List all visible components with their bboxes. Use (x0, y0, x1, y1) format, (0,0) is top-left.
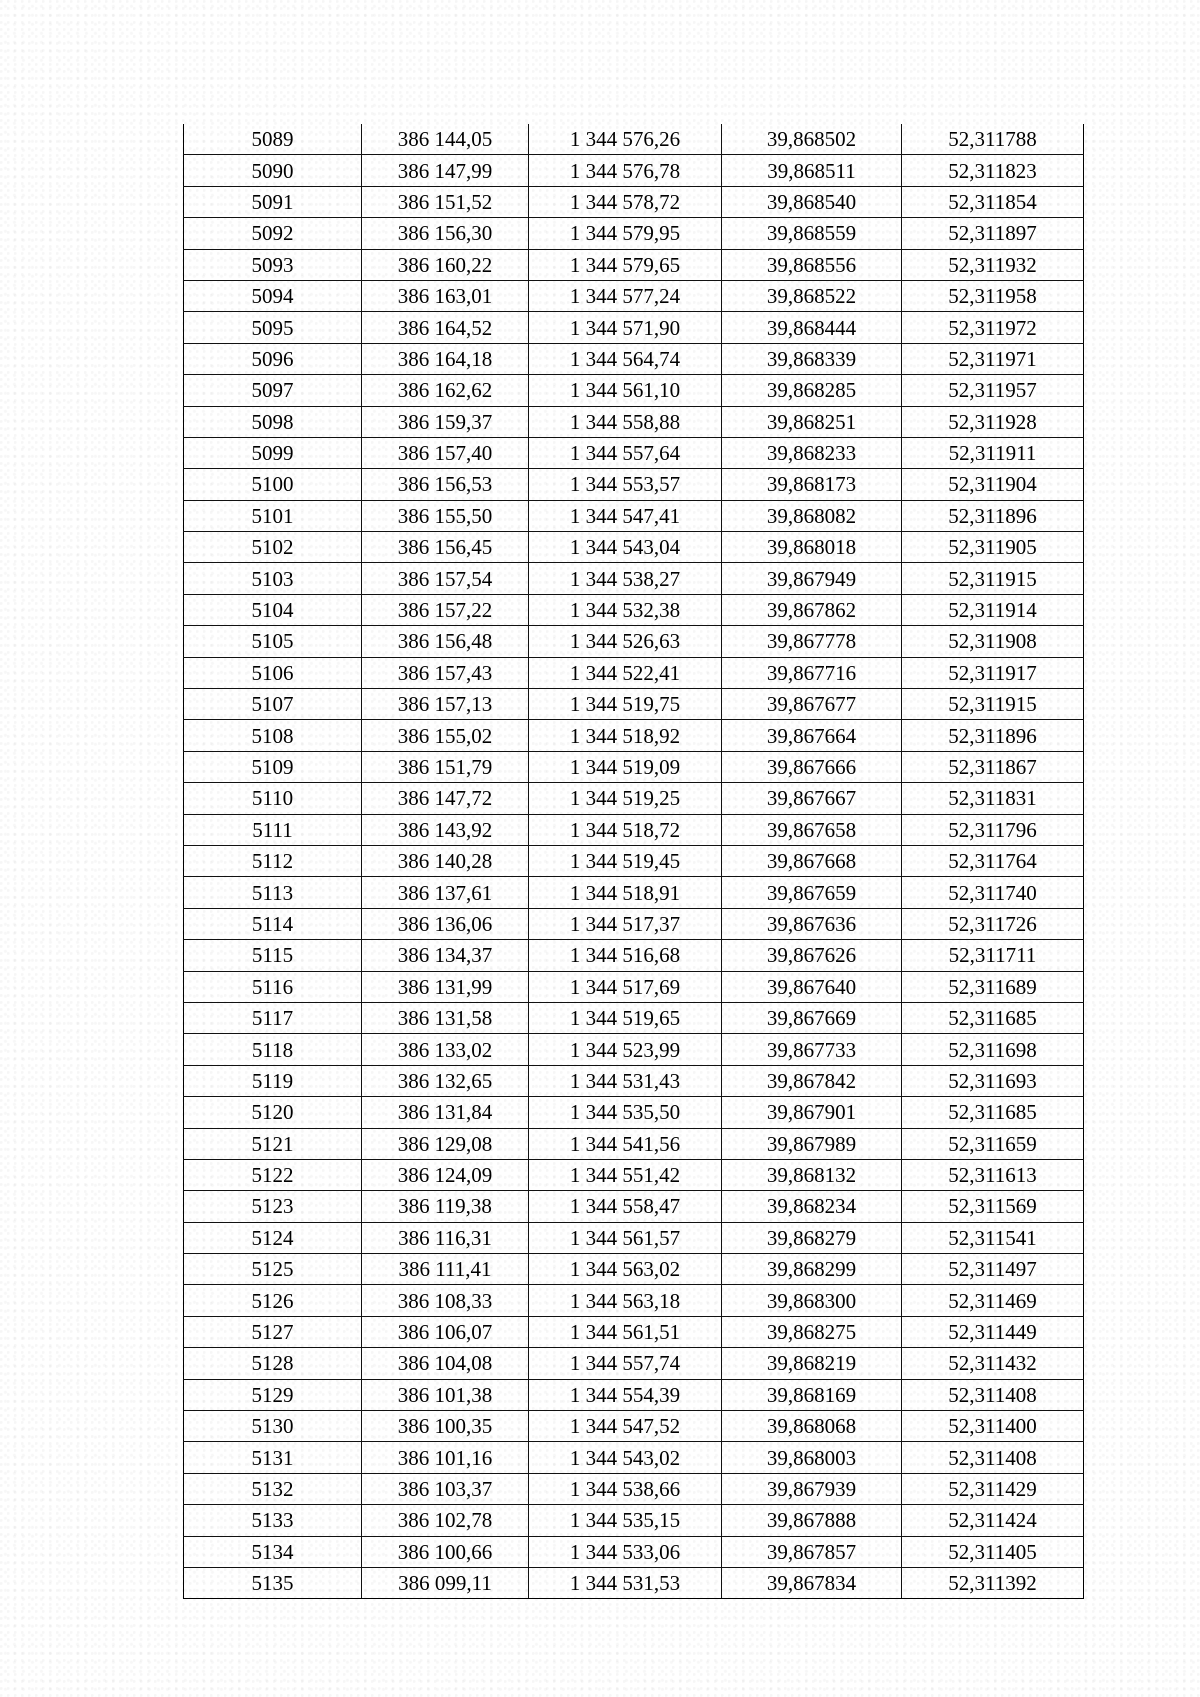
y-coordinate-cell: 1 344 519,65 (529, 1002, 722, 1033)
latitude-cell: 39,868132 (722, 1159, 902, 1190)
y-coordinate-cell: 1 344 531,53 (529, 1567, 722, 1598)
point-number-cell: 5103 (184, 563, 362, 594)
longitude-cell: 52,311541 (902, 1222, 1084, 1253)
latitude-cell: 39,868068 (722, 1411, 902, 1442)
longitude-cell: 52,311408 (902, 1442, 1084, 1473)
table-row (184, 343, 1084, 374)
latitude-cell: 39,867669 (722, 1002, 902, 1033)
point-number-cell: 5093 (184, 249, 362, 280)
latitude-cell: 39,867667 (722, 783, 902, 814)
y-coordinate-cell: 1 344 516,68 (529, 940, 722, 971)
point-number-cell: 5097 (184, 375, 362, 406)
table-row (184, 312, 1084, 343)
x-coordinate-cell: 386 164,18 (362, 343, 529, 374)
longitude-cell: 52,311897 (902, 218, 1084, 249)
longitude-cell: 52,311796 (902, 814, 1084, 845)
point-number-cell: 5092 (184, 218, 362, 249)
point-number-cell: 5130 (184, 1411, 362, 1442)
x-coordinate-cell: 386 163,01 (362, 280, 529, 311)
point-number-cell: 5120 (184, 1097, 362, 1128)
latitude-cell: 39,868234 (722, 1191, 902, 1222)
latitude-cell: 39,868540 (722, 186, 902, 217)
table-row (184, 469, 1084, 500)
longitude-cell: 52,311569 (902, 1191, 1084, 1222)
point-number-cell: 5101 (184, 500, 362, 531)
longitude-cell: 52,311914 (902, 594, 1084, 625)
x-coordinate-cell: 386 144,05 (362, 124, 529, 155)
latitude-cell: 39,868082 (722, 500, 902, 531)
longitude-cell: 52,311867 (902, 751, 1084, 782)
latitude-cell: 39,868279 (722, 1222, 902, 1253)
longitude-cell: 52,311823 (902, 155, 1084, 186)
y-coordinate-cell: 1 344 522,41 (529, 657, 722, 688)
point-number-cell: 5090 (184, 155, 362, 186)
point-number-cell: 5134 (184, 1536, 362, 1567)
y-coordinate-cell: 1 344 564,74 (529, 343, 722, 374)
table-row (184, 1379, 1084, 1410)
x-coordinate-cell: 386 131,84 (362, 1097, 529, 1128)
point-number-cell: 5123 (184, 1191, 362, 1222)
y-coordinate-cell: 1 344 554,39 (529, 1379, 722, 1410)
latitude-cell: 39,868169 (722, 1379, 902, 1410)
table-row (184, 155, 1084, 186)
longitude-cell: 52,311469 (902, 1285, 1084, 1316)
table-row (184, 1285, 1084, 1316)
y-coordinate-cell: 1 344 535,15 (529, 1505, 722, 1536)
point-number-cell: 5095 (184, 312, 362, 343)
latitude-cell: 39,868275 (722, 1316, 902, 1347)
table-row (184, 689, 1084, 720)
x-coordinate-cell: 386 156,48 (362, 626, 529, 657)
x-coordinate-cell: 386 157,54 (362, 563, 529, 594)
latitude-cell: 39,868018 (722, 532, 902, 563)
longitude-cell: 52,311449 (902, 1316, 1084, 1347)
point-number-cell: 5098 (184, 406, 362, 437)
y-coordinate-cell: 1 344 519,45 (529, 845, 722, 876)
x-coordinate-cell: 386 157,40 (362, 437, 529, 468)
longitude-cell: 52,311613 (902, 1159, 1084, 1190)
table-row (184, 720, 1084, 751)
y-coordinate-cell: 1 344 519,25 (529, 783, 722, 814)
table-row (184, 1128, 1084, 1159)
table-row (184, 1473, 1084, 1504)
y-coordinate-cell: 1 344 563,18 (529, 1285, 722, 1316)
longitude-cell: 52,311915 (902, 563, 1084, 594)
y-coordinate-cell: 1 344 519,09 (529, 751, 722, 782)
x-coordinate-cell: 386 155,50 (362, 500, 529, 531)
point-number-cell: 5106 (184, 657, 362, 688)
x-coordinate-cell: 386 100,35 (362, 1411, 529, 1442)
x-coordinate-cell: 386 156,53 (362, 469, 529, 500)
y-coordinate-cell: 1 344 576,78 (529, 155, 722, 186)
point-number-cell: 5128 (184, 1348, 362, 1379)
longitude-cell: 52,311928 (902, 406, 1084, 437)
table-row (184, 186, 1084, 217)
longitude-cell: 52,311764 (902, 845, 1084, 876)
y-coordinate-cell: 1 344 558,88 (529, 406, 722, 437)
table-row (184, 1442, 1084, 1473)
table-row (184, 877, 1084, 908)
point-number-cell: 5122 (184, 1159, 362, 1190)
point-number-cell: 5118 (184, 1034, 362, 1065)
latitude-cell: 39,867778 (722, 626, 902, 657)
x-coordinate-cell: 386 156,45 (362, 532, 529, 563)
latitude-cell: 39,868300 (722, 1285, 902, 1316)
longitude-cell: 52,311896 (902, 720, 1084, 751)
point-number-cell: 5116 (184, 971, 362, 1002)
table-row (184, 783, 1084, 814)
latitude-cell: 39,868173 (722, 469, 902, 500)
latitude-cell: 39,868251 (722, 406, 902, 437)
y-coordinate-cell: 1 344 538,27 (529, 563, 722, 594)
latitude-cell: 39,867716 (722, 657, 902, 688)
y-coordinate-cell: 1 344 579,95 (529, 218, 722, 249)
longitude-cell: 52,311831 (902, 783, 1084, 814)
point-number-cell: 5126 (184, 1285, 362, 1316)
x-coordinate-cell: 386 129,08 (362, 1128, 529, 1159)
point-number-cell: 5109 (184, 751, 362, 782)
table-row (184, 814, 1084, 845)
table-row (184, 563, 1084, 594)
point-number-cell: 5089 (184, 124, 362, 155)
table-row (184, 626, 1084, 657)
table-row (184, 280, 1084, 311)
table-row (184, 594, 1084, 625)
latitude-cell: 39,867677 (722, 689, 902, 720)
coordinates-table-body (184, 124, 1084, 1599)
latitude-cell: 39,867857 (722, 1536, 902, 1567)
longitude-cell: 52,311405 (902, 1536, 1084, 1567)
latitude-cell: 39,868556 (722, 249, 902, 280)
x-coordinate-cell: 386 111,41 (362, 1254, 529, 1285)
x-coordinate-cell: 386 156,30 (362, 218, 529, 249)
y-coordinate-cell: 1 344 538,66 (529, 1473, 722, 1504)
y-coordinate-cell: 1 344 541,56 (529, 1128, 722, 1159)
longitude-cell: 52,311917 (902, 657, 1084, 688)
longitude-cell: 52,311740 (902, 877, 1084, 908)
y-coordinate-cell: 1 344 557,64 (529, 437, 722, 468)
latitude-cell: 39,867949 (722, 563, 902, 594)
y-coordinate-cell: 1 344 577,24 (529, 280, 722, 311)
x-coordinate-cell: 386 143,92 (362, 814, 529, 845)
x-coordinate-cell: 386 103,37 (362, 1473, 529, 1504)
y-coordinate-cell: 1 344 526,63 (529, 626, 722, 657)
longitude-cell: 52,311932 (902, 249, 1084, 280)
latitude-cell: 39,867636 (722, 908, 902, 939)
latitude-cell: 39,868339 (722, 343, 902, 374)
latitude-cell: 39,867659 (722, 877, 902, 908)
latitude-cell: 39,867939 (722, 1473, 902, 1504)
point-number-cell: 5124 (184, 1222, 362, 1253)
latitude-cell: 39,867733 (722, 1034, 902, 1065)
point-number-cell: 5133 (184, 1505, 362, 1536)
latitude-cell: 39,868233 (722, 437, 902, 468)
latitude-cell: 39,868285 (722, 375, 902, 406)
x-coordinate-cell: 386 101,16 (362, 1442, 529, 1473)
table-row (184, 532, 1084, 563)
table-row (184, 845, 1084, 876)
table-row (184, 406, 1084, 437)
y-coordinate-cell: 1 344 543,04 (529, 532, 722, 563)
table-row (184, 1034, 1084, 1065)
latitude-cell: 39,867658 (722, 814, 902, 845)
latitude-cell: 39,868444 (722, 312, 902, 343)
x-coordinate-cell: 386 133,02 (362, 1034, 529, 1065)
latitude-cell: 39,867888 (722, 1505, 902, 1536)
y-coordinate-cell: 1 344 518,91 (529, 877, 722, 908)
point-number-cell: 5091 (184, 186, 362, 217)
longitude-cell: 52,311972 (902, 312, 1084, 343)
table-row (184, 1505, 1084, 1536)
latitude-cell: 39,867901 (722, 1097, 902, 1128)
table-row (184, 124, 1084, 155)
table-row (184, 657, 1084, 688)
longitude-cell: 52,311497 (902, 1254, 1084, 1285)
longitude-cell: 52,311958 (902, 280, 1084, 311)
y-coordinate-cell: 1 344 558,47 (529, 1191, 722, 1222)
point-number-cell: 5094 (184, 280, 362, 311)
point-number-cell: 5125 (184, 1254, 362, 1285)
x-coordinate-cell: 386 106,07 (362, 1316, 529, 1347)
y-coordinate-cell: 1 344 557,74 (529, 1348, 722, 1379)
point-number-cell: 5105 (184, 626, 362, 657)
longitude-cell: 52,311957 (902, 375, 1084, 406)
x-coordinate-cell: 386 151,52 (362, 186, 529, 217)
latitude-cell: 39,868003 (722, 1442, 902, 1473)
x-coordinate-cell: 386 147,72 (362, 783, 529, 814)
table-row (184, 500, 1084, 531)
table-row (184, 908, 1084, 939)
point-number-cell: 5100 (184, 469, 362, 500)
x-coordinate-cell: 386 131,58 (362, 1002, 529, 1033)
y-coordinate-cell: 1 344 532,38 (529, 594, 722, 625)
y-coordinate-cell: 1 344 517,37 (529, 908, 722, 939)
y-coordinate-cell: 1 344 579,65 (529, 249, 722, 280)
point-number-cell: 5111 (184, 814, 362, 845)
longitude-cell: 52,311659 (902, 1128, 1084, 1159)
x-coordinate-cell: 386 160,22 (362, 249, 529, 280)
point-number-cell: 5127 (184, 1316, 362, 1347)
point-number-cell: 5135 (184, 1567, 362, 1598)
point-number-cell: 5117 (184, 1002, 362, 1033)
point-number-cell: 5102 (184, 532, 362, 563)
x-coordinate-cell: 386 136,06 (362, 908, 529, 939)
latitude-cell: 39,867842 (722, 1065, 902, 1096)
point-number-cell: 5096 (184, 343, 362, 374)
longitude-cell: 52,311908 (902, 626, 1084, 657)
point-number-cell: 5129 (184, 1379, 362, 1410)
table-row (184, 249, 1084, 280)
y-coordinate-cell: 1 344 576,26 (529, 124, 722, 155)
longitude-cell: 52,311788 (902, 124, 1084, 155)
longitude-cell: 52,311904 (902, 469, 1084, 500)
x-coordinate-cell: 386 157,43 (362, 657, 529, 688)
longitude-cell: 52,311896 (902, 500, 1084, 531)
longitude-cell: 52,311693 (902, 1065, 1084, 1096)
x-coordinate-cell: 386 147,99 (362, 155, 529, 186)
latitude-cell: 39,867668 (722, 845, 902, 876)
y-coordinate-cell: 1 344 517,69 (529, 971, 722, 1002)
longitude-cell: 52,311685 (902, 1002, 1084, 1033)
x-coordinate-cell: 386 140,28 (362, 845, 529, 876)
latitude-cell: 39,867664 (722, 720, 902, 751)
y-coordinate-cell: 1 344 523,99 (529, 1034, 722, 1065)
longitude-cell: 52,311726 (902, 908, 1084, 939)
longitude-cell: 52,311392 (902, 1567, 1084, 1598)
x-coordinate-cell: 386 162,62 (362, 375, 529, 406)
x-coordinate-cell: 386 099,11 (362, 1567, 529, 1598)
y-coordinate-cell: 1 344 547,41 (529, 500, 722, 531)
x-coordinate-cell: 386 132,65 (362, 1065, 529, 1096)
latitude-cell: 39,867862 (722, 594, 902, 625)
longitude-cell: 52,311400 (902, 1411, 1084, 1442)
table-row (184, 1191, 1084, 1222)
y-coordinate-cell: 1 344 518,92 (529, 720, 722, 751)
latitude-cell: 39,867834 (722, 1567, 902, 1598)
point-number-cell: 5132 (184, 1473, 362, 1504)
table-row (184, 1348, 1084, 1379)
longitude-cell: 52,311424 (902, 1505, 1084, 1536)
y-coordinate-cell: 1 344 578,72 (529, 186, 722, 217)
x-coordinate-cell: 386 159,37 (362, 406, 529, 437)
table-row (184, 1254, 1084, 1285)
y-coordinate-cell: 1 344 563,02 (529, 1254, 722, 1285)
point-number-cell: 5099 (184, 437, 362, 468)
latitude-cell: 39,868522 (722, 280, 902, 311)
point-number-cell: 5113 (184, 877, 362, 908)
y-coordinate-cell: 1 344 561,51 (529, 1316, 722, 1347)
latitude-cell: 39,867640 (722, 971, 902, 1002)
y-coordinate-cell: 1 344 571,90 (529, 312, 722, 343)
y-coordinate-cell: 1 344 533,06 (529, 1536, 722, 1567)
x-coordinate-cell: 386 157,13 (362, 689, 529, 720)
table-row (184, 971, 1084, 1002)
latitude-cell: 39,868502 (722, 124, 902, 155)
x-coordinate-cell: 386 100,66 (362, 1536, 529, 1567)
y-coordinate-cell: 1 344 531,43 (529, 1065, 722, 1096)
table-row (184, 1411, 1084, 1442)
x-coordinate-cell: 386 151,79 (362, 751, 529, 782)
y-coordinate-cell: 1 344 518,72 (529, 814, 722, 845)
y-coordinate-cell: 1 344 561,10 (529, 375, 722, 406)
table-row (184, 1097, 1084, 1128)
table-row (184, 218, 1084, 249)
longitude-cell: 52,311432 (902, 1348, 1084, 1379)
x-coordinate-cell: 386 104,08 (362, 1348, 529, 1379)
y-coordinate-cell: 1 344 561,57 (529, 1222, 722, 1253)
x-coordinate-cell: 386 124,09 (362, 1159, 529, 1190)
y-coordinate-cell: 1 344 519,75 (529, 689, 722, 720)
point-number-cell: 5112 (184, 845, 362, 876)
table-row (184, 1222, 1084, 1253)
x-coordinate-cell: 386 137,61 (362, 877, 529, 908)
table-row (184, 1002, 1084, 1033)
longitude-cell: 52,311905 (902, 532, 1084, 563)
longitude-cell: 52,311711 (902, 940, 1084, 971)
table-row (184, 375, 1084, 406)
latitude-cell: 39,867626 (722, 940, 902, 971)
longitude-cell: 52,311685 (902, 1097, 1084, 1128)
x-coordinate-cell: 386 157,22 (362, 594, 529, 625)
x-coordinate-cell: 386 101,38 (362, 1379, 529, 1410)
longitude-cell: 52,311854 (902, 186, 1084, 217)
longitude-cell: 52,311698 (902, 1034, 1084, 1065)
table-row (184, 1567, 1084, 1598)
table-row (184, 1065, 1084, 1096)
table-row (184, 751, 1084, 782)
point-number-cell: 5119 (184, 1065, 362, 1096)
point-number-cell: 5115 (184, 940, 362, 971)
y-coordinate-cell: 1 344 551,42 (529, 1159, 722, 1190)
table-row (184, 437, 1084, 468)
table-row (184, 1536, 1084, 1567)
point-number-cell: 5107 (184, 689, 362, 720)
table-row (184, 940, 1084, 971)
y-coordinate-cell: 1 344 547,52 (529, 1411, 722, 1442)
x-coordinate-cell: 386 131,99 (362, 971, 529, 1002)
x-coordinate-cell: 386 164,52 (362, 312, 529, 343)
longitude-cell: 52,311915 (902, 689, 1084, 720)
latitude-cell: 39,868559 (722, 218, 902, 249)
coordinates-table (183, 124, 1084, 1599)
x-coordinate-cell: 386 116,31 (362, 1222, 529, 1253)
x-coordinate-cell: 386 102,78 (362, 1505, 529, 1536)
x-coordinate-cell: 386 155,02 (362, 720, 529, 751)
point-number-cell: 5131 (184, 1442, 362, 1473)
coordinates-table-container (183, 124, 1083, 1599)
table-row (184, 1316, 1084, 1347)
point-number-cell: 5104 (184, 594, 362, 625)
y-coordinate-cell: 1 344 535,50 (529, 1097, 722, 1128)
y-coordinate-cell: 1 344 543,02 (529, 1442, 722, 1473)
latitude-cell: 39,867666 (722, 751, 902, 782)
longitude-cell: 52,311429 (902, 1473, 1084, 1504)
x-coordinate-cell: 386 134,37 (362, 940, 529, 971)
point-number-cell: 5110 (184, 783, 362, 814)
x-coordinate-cell: 386 119,38 (362, 1191, 529, 1222)
latitude-cell: 39,868299 (722, 1254, 902, 1285)
y-coordinate-cell: 1 344 553,57 (529, 469, 722, 500)
longitude-cell: 52,311408 (902, 1379, 1084, 1410)
point-number-cell: 5114 (184, 908, 362, 939)
latitude-cell: 39,867989 (722, 1128, 902, 1159)
longitude-cell: 52,311689 (902, 971, 1084, 1002)
point-number-cell: 5121 (184, 1128, 362, 1159)
latitude-cell: 39,868511 (722, 155, 902, 186)
latitude-cell: 39,868219 (722, 1348, 902, 1379)
longitude-cell: 52,311911 (902, 437, 1084, 468)
longitude-cell: 52,311971 (902, 343, 1084, 374)
x-coordinate-cell: 386 108,33 (362, 1285, 529, 1316)
table-row (184, 1159, 1084, 1190)
point-number-cell: 5108 (184, 720, 362, 751)
